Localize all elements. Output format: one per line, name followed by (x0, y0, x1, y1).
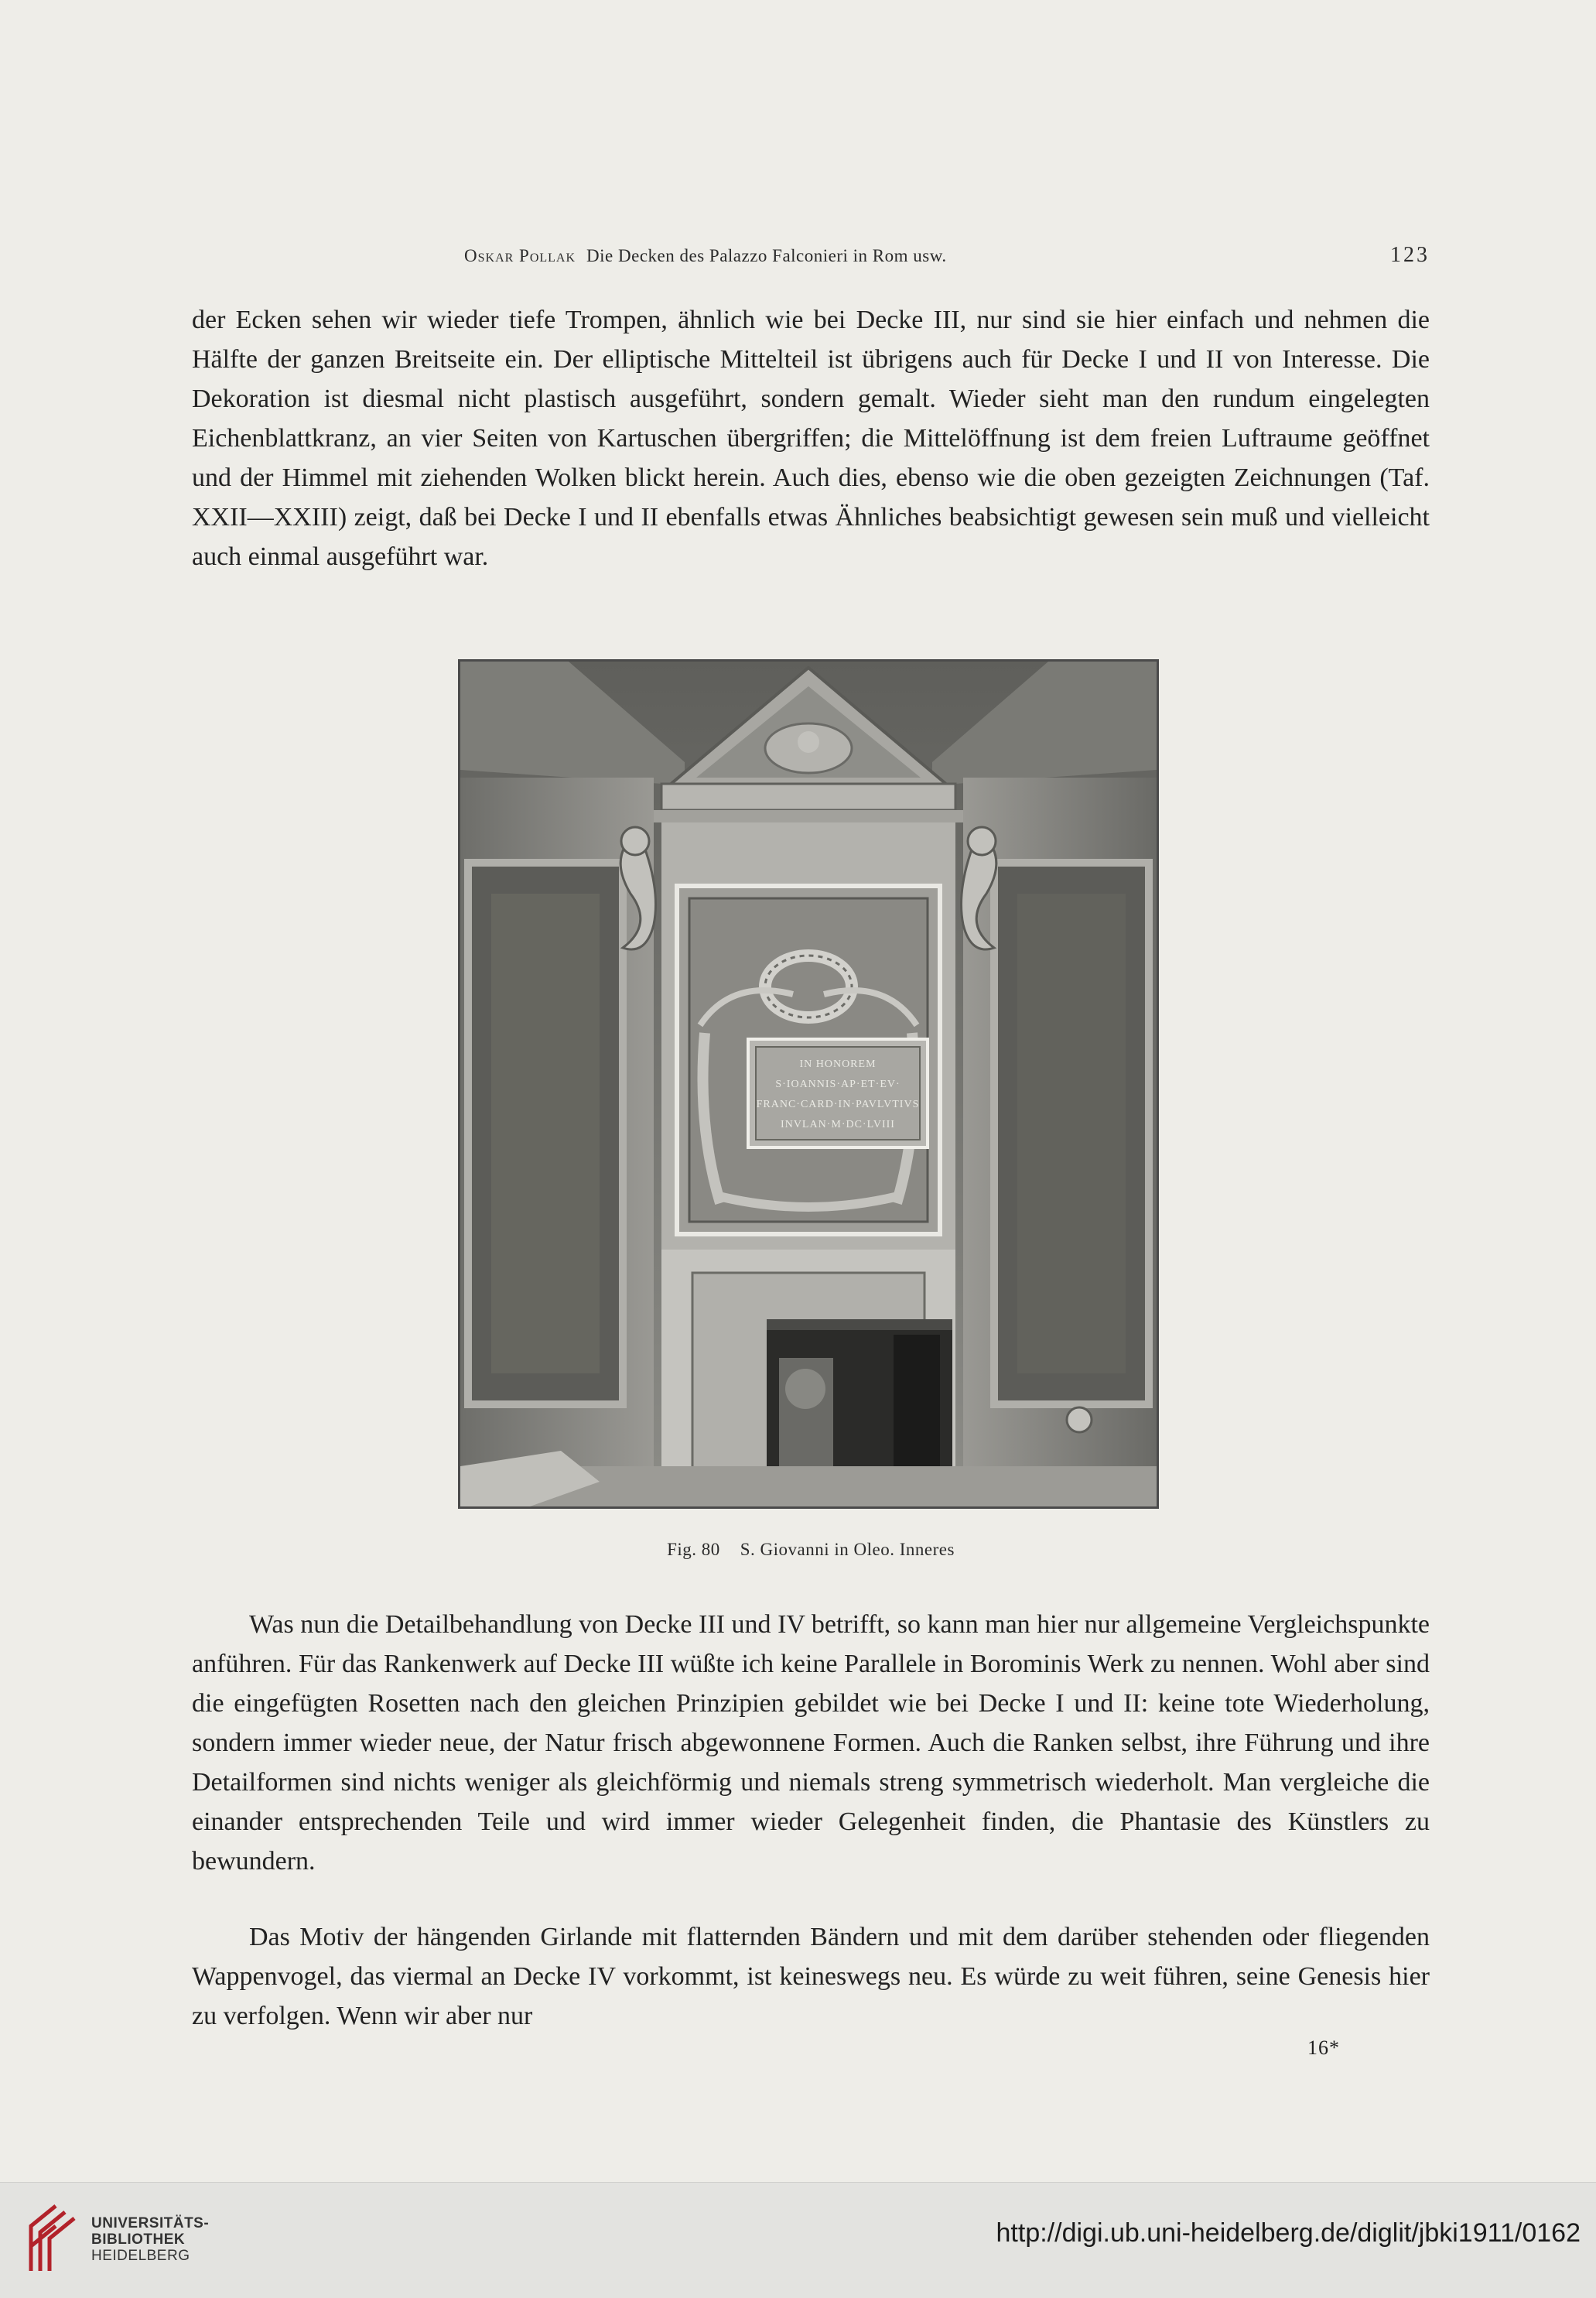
paragraph-1: der Ecken sehen wir wieder tiefe Trompen, ähnlich wie bei Decke III, nur sind sie hier einfach und nehmen die Hälfte der ganzen Breitseite ein. Der elliptische Mittelteil ist übrigens auch für Decke I und II von Interesse. Die Dekoration ist diesmal nicht plastisch ausgeführt, sondern gemalt. Wieder sieht man den rundum eingelegten Eichenblattkranz, an vier Seiten von Kartuschen übergriffen; die Mittelöffnung ist dem freien Luftraume geöffnet und der Himmel mit ziehenden Wolken blickt herein. Auch dies, ebenso wie die oben gezeigten Zeichnungen (Taf. XXII—XXIII) zeigt, daß bei Decke I und II ebenfalls etwas Ähnliches beabsichtigt gewesen sein muß und vielleicht auch einmal ausgeführt war. (192, 306, 1430, 571)
church-interior-image (460, 662, 1157, 1506)
library-name (91, 2215, 209, 2264)
inscription-line-3: FRANC·CARD·IN·PAVLVTIVS (756, 1099, 920, 1110)
figure-photo (458, 659, 1159, 1509)
paragraph-2: Was nun die Detailbehandlung von Decke III und IV betrifft, so kann man hier nur allgemeine Vergleichspunkte anführen. Für das Rankenwerk auf Decke III wüßte ich keine Parallele in Borominis Werk zu nennen. Wohl aber sind die eingefügten Rosetten nach den gleichen Prinzipien gebildet wie bei Decke I und II: keine tote Wiederholung, sondern immer wieder neue, der Natur frisch abgewonnene Formen. Auch die Ranken selbst, ihre Führung und ihre Detailformen sind nichts weniger als gleichförmig und niemals streng symmetrisch wiederholt. Man vergleiche die einander entsprechenden Teile und wird immer wieder Gelegenheit finden, die Phantasie des Künstlers zu bewundern. (192, 1610, 1430, 1876)
page-number: 123 (1390, 243, 1430, 267)
header-title: Die Decken des Palazzo Falconieri in Rom usw. (586, 246, 947, 265)
library-name-line-1: UNIVERSITÄTS- (91, 2215, 210, 2231)
inscription-line-1: IN HONOREM (799, 1058, 877, 1070)
header-title-line (464, 246, 947, 266)
inscription-line-2: S·IOANNIS·AP·ET·EV· (775, 1079, 901, 1090)
figure-number: Fig. 80 (667, 1540, 720, 1559)
figure-caption-text: S. Giovanni in Oleo. Inneres (740, 1540, 955, 1559)
footer-bar (0, 2182, 1596, 2298)
library-name-line-3: HEIDELBERG (91, 2248, 190, 2264)
library-name-line-2: BIBLIOTHEK (91, 2231, 186, 2248)
permalink-url[interactable]: http://digi.ub.uni-heidelberg.de/diglit/jbki1911/0162 (996, 2218, 1581, 2248)
inscription-line-4: INVLAN·M·DC·LVIII (781, 1119, 895, 1130)
figure-caption (192, 1540, 1430, 1560)
running-header (192, 240, 1430, 271)
paragraph-3: Das Motiv der hängenden Girlande mit flatternden Bändern und mit dem darüber stehenden oder fliegenden Wappenvogel, das viermal an Decke IV vorkommt, ist keineswegs neu. Es würde zu weit führen, seine Genesis hier zu verfolgen. Wenn wir aber nur (192, 1923, 1430, 2030)
signature-mark: 16* (1307, 2036, 1340, 2059)
university-library-logo-icon (25, 2200, 80, 2277)
header-author: Oskar Pollak (464, 246, 576, 265)
